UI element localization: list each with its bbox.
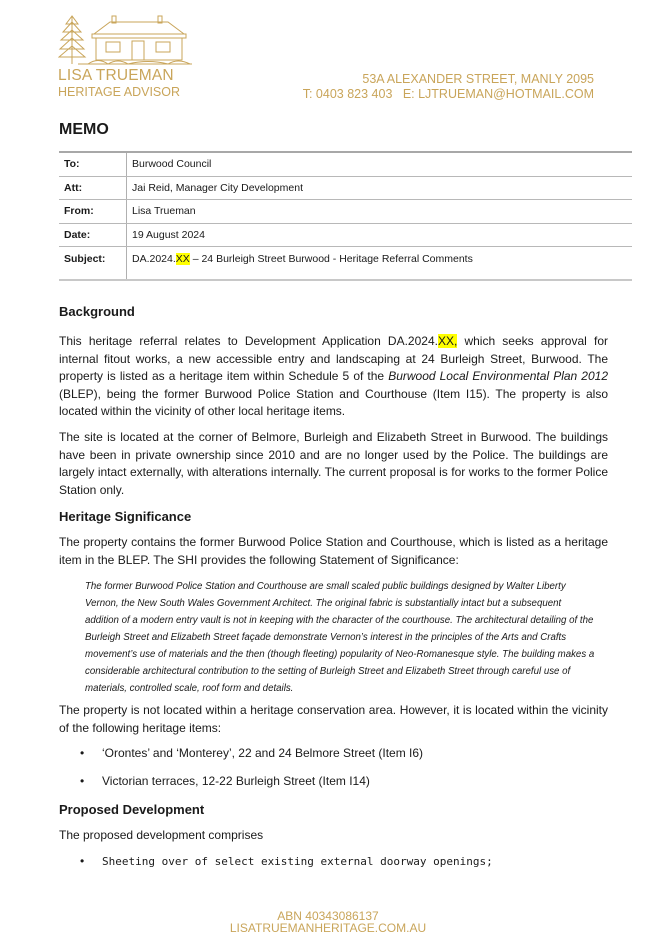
memo-row-to [59,152,632,176]
list-item-text: Victorian terraces, 12-22 Burleigh Street (Item I14) [102,774,370,788]
highlight-da-number: XX, [437,334,458,348]
text: This heritage referral relates to Development Application DA.2024. [59,334,438,348]
memo-label: Att: [59,176,127,200]
memo-row-att [59,176,632,200]
heading-heritage-significance: Heritage Significance [59,509,192,524]
letterhead-contact: T: 0403 823 403 E: LJTRUEMAN@HOTMAIL.COM [302,87,594,101]
memo-row-subject [59,247,632,281]
vicinity-paragraph: The property is not located within a heritage conservation area. However, it is located within the vicinity of the following heritage items: [59,703,608,735]
heading-proposed-development: Proposed Development [59,802,205,817]
text: which seeks approval for internal fitout works, a new accessible entry and landscaping at 24 Burleigh Street, Burwood. The property is listed as a heritage item within Schedule 5 of the [59,334,608,383]
memo-row-date [59,223,632,247]
footer-abn: ABN 40343086137 [277,909,379,923]
blep-title: Burwood Local Environmental Plan 2012 [388,369,608,383]
bullet-icon: • [80,854,85,868]
background-paragraph-2: The site is located at the corner of Belmore, Burleigh and Elizabeth Street in Burwood. The buildings have been in private ownership since 2010 and are no longer used by the Police. The buildings are largely intact externally, with alterations internally. The current proposal is for works to the former Police Station only. [59,430,608,497]
text: (BLEP), being the former Burwood Police Station and Courthouse (Item I15). The property is also located within the vicinity of other local heritage items. [59,386,608,418]
memo-value: Jai Reid, Manager City Development [127,176,633,200]
background-paragraph-1 [59,333,608,421]
memo-value: Lisa Trueman [127,200,633,224]
bullet-icon: • [80,774,85,788]
letterhead-address: 53A ALEXANDER STREET, MANLY 2095 [362,72,594,86]
memo-value: 19 August 2024 [127,223,633,247]
memo-label: From: [59,200,127,224]
list-item [80,774,370,788]
statement-of-significance-quote: The former Burwood Police Station and Courthouse are small scaled public buildings designed by Walter Liberty Vernon, the New South Wales Government Architect. The original fabric is substantially intact but a subsequent addition of a modern entry vault is not in keeping with the character of the courthouse. The architectural detailing of the Burleigh Street and Elizabeth Street façade demonstrate Vernon’s interest in the principles of the Arts and Crafts movement’s use of materials and the then (though fleeting) popularity of Neo-Romanesque style. The building makes a considerable architectural contribution to the setting of Burleigh Street and Elizabeth Street through careful use of materials, controlled scale, roof form and details. [85,581,595,694]
subject-text-rest: – 24 Burleigh Street Burwood - Heritage Referral Comments [189,253,473,265]
proposed-intro: The proposed development comprises [59,828,264,842]
memo-value [127,247,633,281]
heritage-house-logo-icon [58,12,193,72]
memo-title: MEMO [59,121,109,138]
memo-label: Subject: [59,247,127,281]
memo-label: Date: [59,223,127,247]
list-item-text: Sheeting over of select existing external doorway openings; [102,855,493,868]
subject-text: DA.2024. [132,253,176,265]
brand-subtitle: HERITAGE ADVISOR [58,85,181,99]
significance-paragraph: The property contains the former Burwood Police Station and Courthouse, which is listed as a heritage item in the BLEP. The SHI provides the following Statement of Significance: [59,535,608,567]
memo-row-from [59,200,632,224]
subject-highlight: XX [175,253,190,265]
list-item [80,746,423,760]
list-item [80,854,493,868]
memo-value: Burwood Council [127,152,633,176]
bullet-icon: • [80,746,85,760]
brand-name: LISA TRUEMAN [58,67,174,84]
heading-background: Background [59,304,135,319]
memo-label: To: [59,152,127,176]
list-item-text: ‘Orontes’ and ‘Monterey’, 22 and 24 Belmore Street (Item I6) [102,746,424,760]
memo-header-table [59,151,632,281]
footer-website: LISATRUEMANHERITAGE.COM.AU [229,921,427,935]
